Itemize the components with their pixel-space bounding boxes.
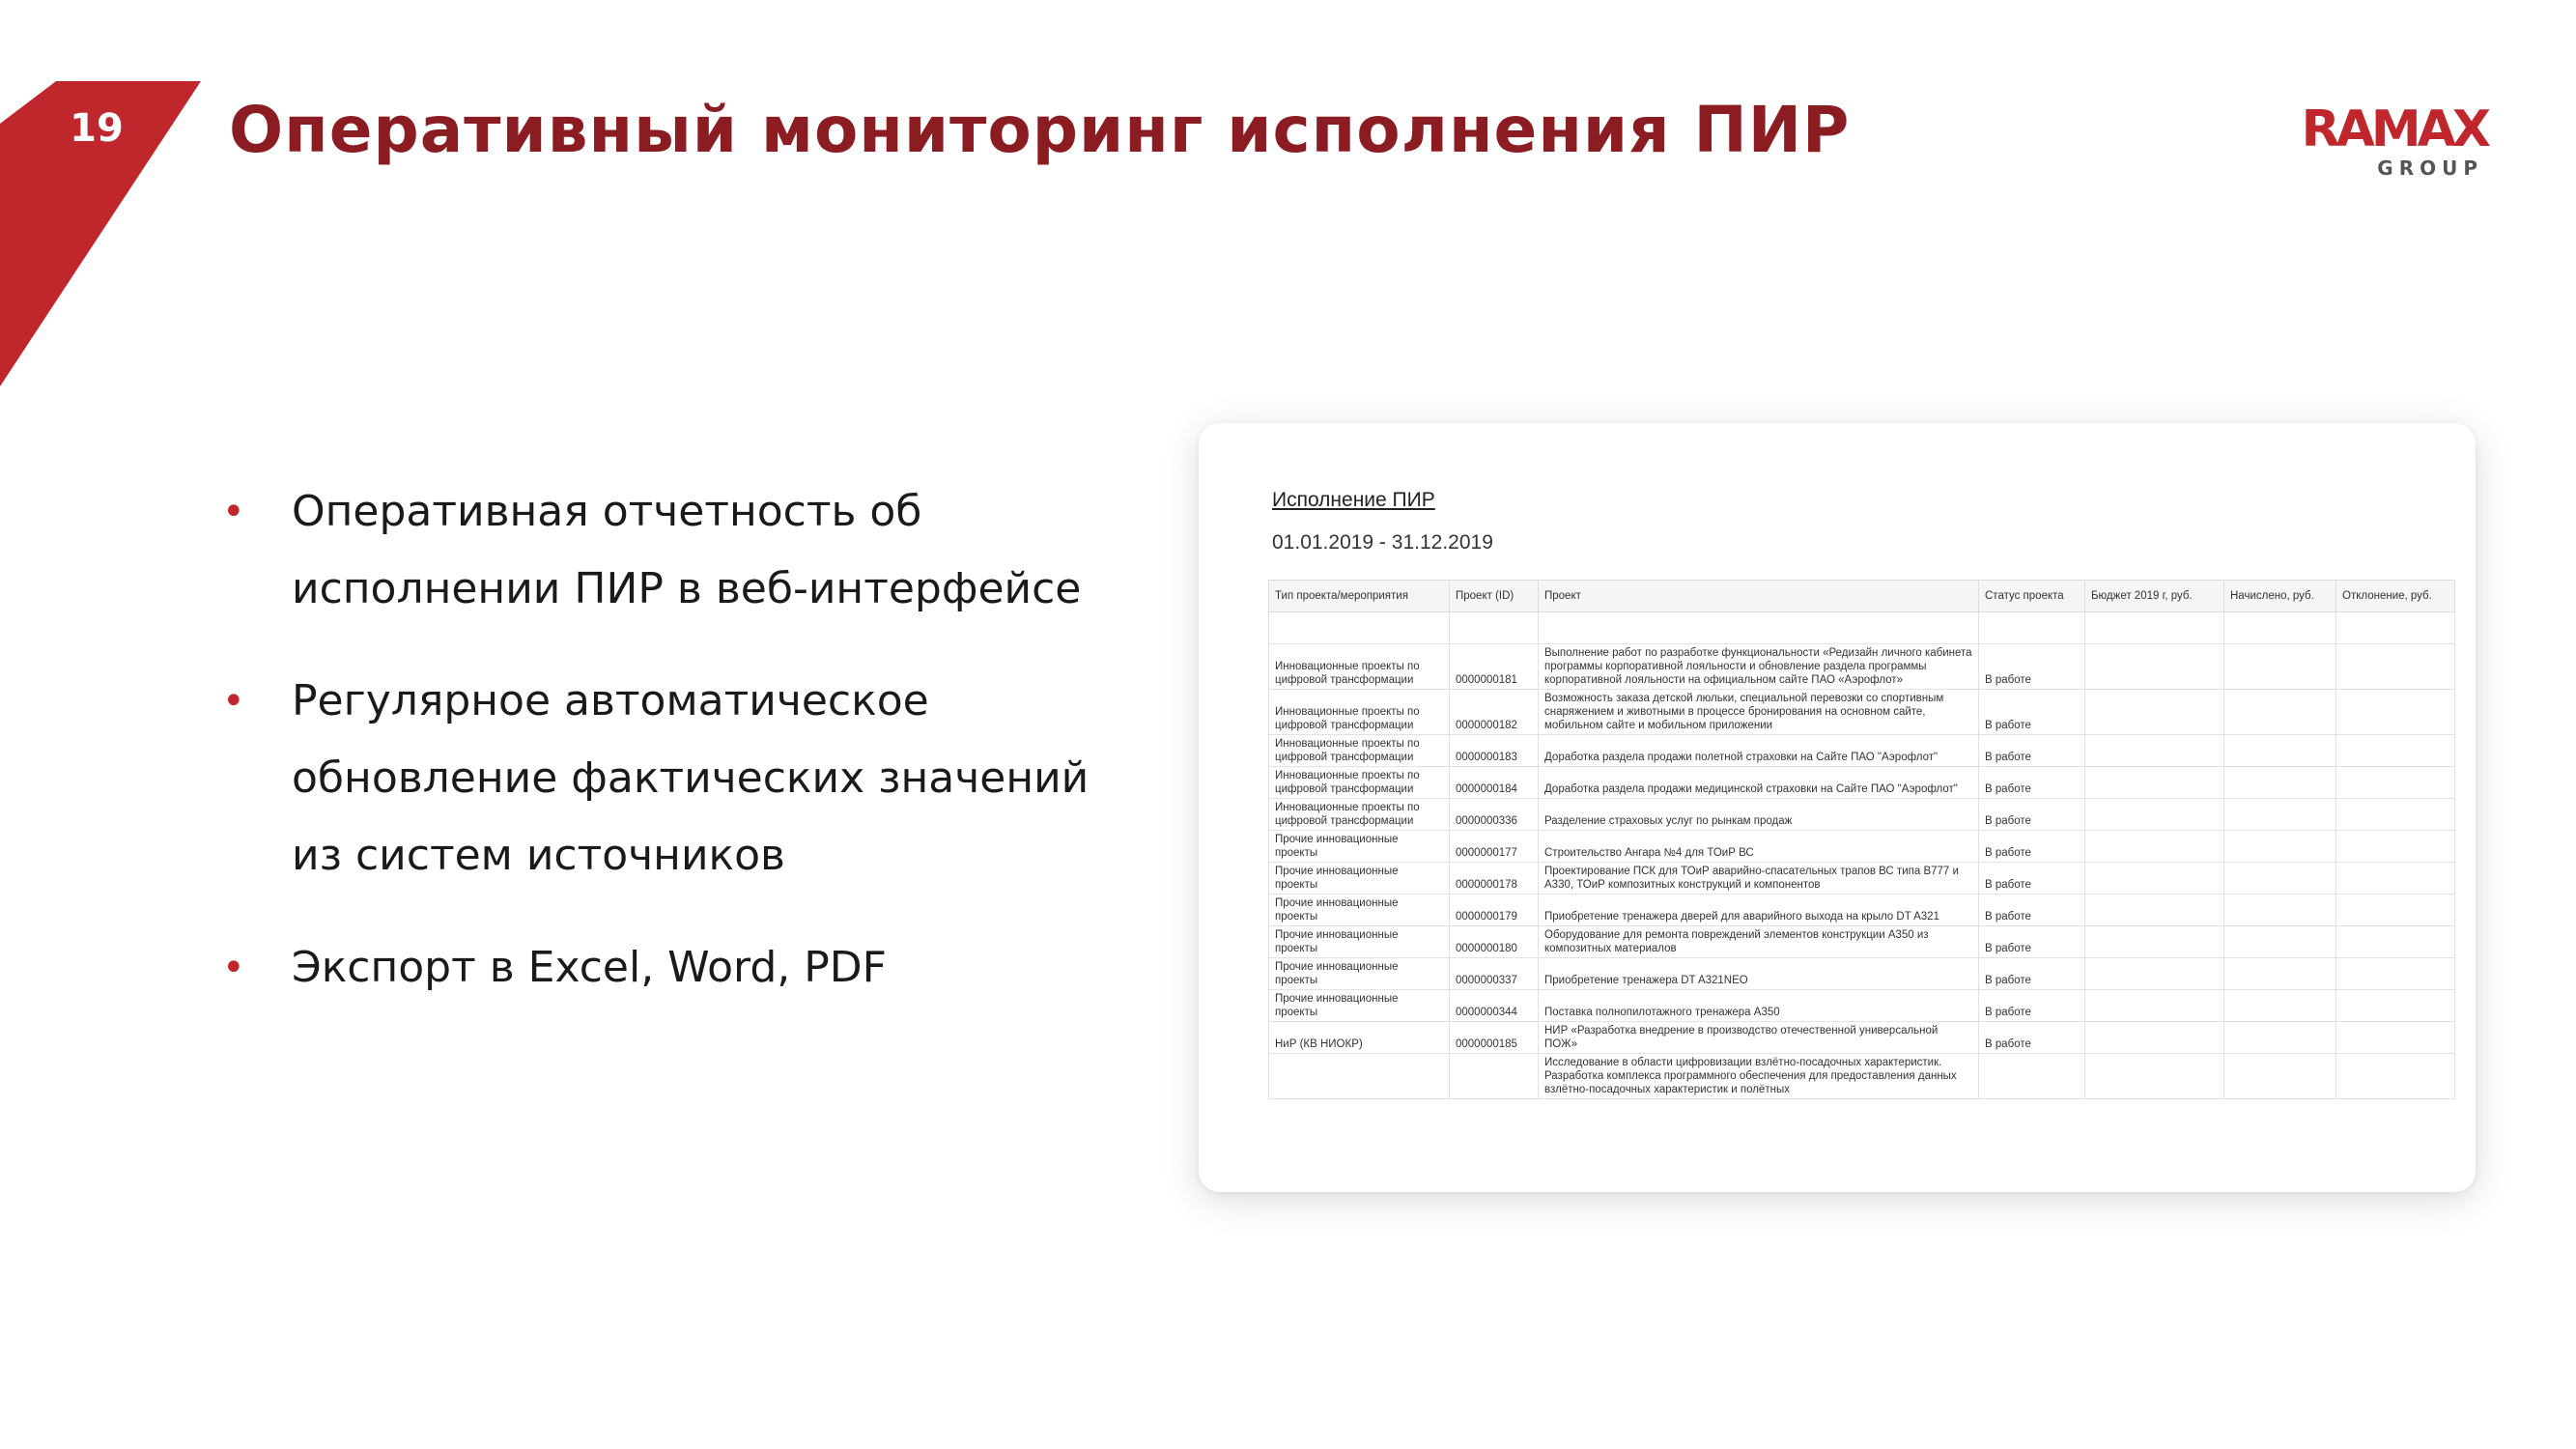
table-row xyxy=(1269,863,2455,895)
cell-type: Прочие инновационные проекты xyxy=(1269,990,1450,1022)
cell-type: Прочие инновационные проекты xyxy=(1269,863,1450,895)
cell-accrued xyxy=(2224,831,2336,863)
cell-project: Доработка раздела продажи полетной страховки на Сайте ПАО "Аэрофлот" xyxy=(1539,735,1979,767)
cell-status: В работе xyxy=(1979,895,2085,926)
cell-deviation xyxy=(2336,735,2455,767)
cell-status: В работе xyxy=(1979,799,2085,831)
cell-type: Инновационные проекты по цифровой трансформации xyxy=(1269,799,1450,831)
table-spacer-row xyxy=(1269,612,2455,644)
cell-deviation xyxy=(2336,895,2455,926)
column-header: Тип проекта/мероприятия xyxy=(1269,581,1450,612)
cell-type: Инновационные проекты по цифровой трансформации xyxy=(1269,644,1450,690)
cell-project: Строительство Ангара №4 для ТОиР ВС xyxy=(1539,831,1979,863)
cell-project: Исследование в области цифровизации взлётно-посадочных характеристик. Разработка комплекса программного обеспечения для предоставления данных взлётно-посадочных характеристик и полётных xyxy=(1539,1054,1979,1099)
bullet-list xyxy=(222,473,1140,1041)
cell-accrued xyxy=(2224,767,2336,799)
cell-budget xyxy=(2085,644,2224,690)
cell-deviation xyxy=(2336,831,2455,863)
cell-type: Прочие инновационные проекты xyxy=(1269,958,1450,990)
column-header: Бюджет 2019 г, руб. xyxy=(2085,581,2224,612)
cell-deviation xyxy=(2336,1054,2455,1099)
cell-id xyxy=(1450,1054,1539,1099)
slide-title: Оперативный мониторинг исполнения ПИР xyxy=(229,93,1851,167)
report-period: 01.01.2019 - 31.12.2019 xyxy=(1272,531,1493,554)
cell-id: 0000000336 xyxy=(1450,799,1539,831)
cell-budget xyxy=(2085,1022,2224,1054)
cell-status: В работе xyxy=(1979,644,2085,690)
cell-budget xyxy=(2085,1054,2224,1099)
cell-deviation xyxy=(2336,644,2455,690)
table-row xyxy=(1269,1054,2455,1099)
cell-budget xyxy=(2085,926,2224,958)
logo-wordmark: RAMAX xyxy=(2301,100,2487,158)
cell-type: НиР (КВ НИОКР) xyxy=(1269,1022,1450,1054)
cell-deviation xyxy=(2336,863,2455,895)
column-header: Отклонение, руб. xyxy=(2336,581,2455,612)
cell-status: В работе xyxy=(1979,767,2085,799)
column-header: Проект (ID) xyxy=(1450,581,1539,612)
bullet-item: • Оперативная отчетность об исполнении ПИР в веб-интерфейсе xyxy=(222,473,1140,628)
report-screenshot-card xyxy=(1199,423,2476,1192)
cell-project: НИР «Разработка внедрение в производство отечественной универсальной ПОЖ» xyxy=(1539,1022,1979,1054)
cell-status: В работе xyxy=(1979,958,2085,990)
cell-status: В работе xyxy=(1979,990,2085,1022)
cell-id: 0000000180 xyxy=(1450,926,1539,958)
cell-accrued xyxy=(2224,644,2336,690)
cell-status: В работе xyxy=(1979,831,2085,863)
cell-project: Приобретение тренажера дверей для аварийного выхода на крыло DT A321 xyxy=(1539,895,1979,926)
cell-budget xyxy=(2085,735,2224,767)
cell-id: 0000000183 xyxy=(1450,735,1539,767)
table-row xyxy=(1269,831,2455,863)
cell-accrued xyxy=(2224,690,2336,735)
table-row xyxy=(1269,767,2455,799)
cell-deviation xyxy=(2336,926,2455,958)
cell-status: В работе xyxy=(1979,926,2085,958)
cell-id: 0000000184 xyxy=(1450,767,1539,799)
cell-budget xyxy=(2085,895,2224,926)
cell-id: 0000000182 xyxy=(1450,690,1539,735)
cell-project: Выполнение работ по разработке функциональности «Редизайн личного кабинета программы корпоративной лояльности и обновление раздела программы корпоративной лояльности на официальном сайте ПАО «Аэрофлот» xyxy=(1539,644,1979,690)
cell-project: Возможность заказа детской люльки, специальной перевозки со спортивным снаряжением и животными в процессе бронирования на основном сайте, мобильном сайте и мобильном приложении xyxy=(1539,690,1979,735)
cell-deviation xyxy=(2336,799,2455,831)
bullet-item: • Экспорт в Excel, Word, PDF xyxy=(222,929,1140,1007)
cell-type: Прочие инновационные проекты xyxy=(1269,926,1450,958)
column-header: Статус проекта xyxy=(1979,581,2085,612)
cell-status: В работе xyxy=(1979,690,2085,735)
cell-accrued xyxy=(2224,735,2336,767)
cell-accrued xyxy=(2224,990,2336,1022)
logo-subtitle: GROUP xyxy=(2377,156,2483,180)
bullet-item: • Регулярное автоматическое обновление фактических значений из систем источников xyxy=(222,663,1140,895)
ramax-logo xyxy=(2301,100,2487,182)
cell-id: 0000000177 xyxy=(1450,831,1539,863)
cell-budget xyxy=(2085,990,2224,1022)
cell-accrued xyxy=(2224,1054,2336,1099)
cell-type: Инновационные проекты по цифровой трансформации xyxy=(1269,735,1450,767)
cell-accrued xyxy=(2224,958,2336,990)
table-row xyxy=(1269,926,2455,958)
cell-accrued xyxy=(2224,799,2336,831)
cell-type: Инновационные проекты по цифровой трансформации xyxy=(1269,767,1450,799)
table-row xyxy=(1269,690,2455,735)
table-row xyxy=(1269,895,2455,926)
cell-type xyxy=(1269,1054,1450,1099)
cell-accrued xyxy=(2224,926,2336,958)
cell-deviation xyxy=(2336,1022,2455,1054)
table-row xyxy=(1269,799,2455,831)
cell-id: 0000000185 xyxy=(1450,1022,1539,1054)
report-table xyxy=(1268,580,2455,1099)
cell-project: Разделение страховых услуг по рынкам продаж xyxy=(1539,799,1979,831)
cell-budget xyxy=(2085,863,2224,895)
cell-deviation xyxy=(2336,958,2455,990)
cell-type: Прочие инновационные проекты xyxy=(1269,831,1450,863)
report-title-link[interactable]: Исполнение ПИР xyxy=(1272,489,1435,511)
cell-id: 0000000179 xyxy=(1450,895,1539,926)
cell-status: В работе xyxy=(1979,735,2085,767)
slide-number: 19 xyxy=(70,106,124,151)
cell-accrued xyxy=(2224,1022,2336,1054)
table-row xyxy=(1269,958,2455,990)
cell-budget xyxy=(2085,799,2224,831)
cell-id: 0000000344 xyxy=(1450,990,1539,1022)
cell-status: В работе xyxy=(1979,863,2085,895)
cell-deviation xyxy=(2336,767,2455,799)
cell-project: Проектирование ПСК для ТОиР аварийно-спасательных трапов ВС типа B777 и A330, ТОиР композитных конструкций и компонентов xyxy=(1539,863,1979,895)
table-row xyxy=(1269,990,2455,1022)
cell-budget xyxy=(2085,958,2224,990)
cell-budget xyxy=(2085,690,2224,735)
cell-type: Инновационные проекты по цифровой трансформации xyxy=(1269,690,1450,735)
cell-id: 0000000337 xyxy=(1450,958,1539,990)
cell-project: Поставка полнопилотажного тренажера A350 xyxy=(1539,990,1979,1022)
corner-ribbon xyxy=(0,0,203,386)
cell-status xyxy=(1979,1054,2085,1099)
cell-deviation xyxy=(2336,690,2455,735)
cell-accrued xyxy=(2224,895,2336,926)
cell-accrued xyxy=(2224,863,2336,895)
table-row xyxy=(1269,735,2455,767)
cell-budget xyxy=(2085,831,2224,863)
cell-project: Оборудование для ремонта повреждений элементов конструкции A350 из композитных материалов xyxy=(1539,926,1979,958)
table-row xyxy=(1269,644,2455,690)
cell-status: В работе xyxy=(1979,1022,2085,1054)
cell-id: 0000000181 xyxy=(1450,644,1539,690)
cell-project: Доработка раздела продажи медицинской страховки на Сайте ПАО "Аэрофлот" xyxy=(1539,767,1979,799)
cell-budget xyxy=(2085,767,2224,799)
column-header: Проект xyxy=(1539,581,1979,612)
column-header: Начислено, руб. xyxy=(2224,581,2336,612)
table-header-row xyxy=(1269,581,2455,612)
cell-deviation xyxy=(2336,990,2455,1022)
cell-type: Прочие инновационные проекты xyxy=(1269,895,1450,926)
cell-id: 0000000178 xyxy=(1450,863,1539,895)
cell-project: Приобретение тренажера DT A321NEO xyxy=(1539,958,1979,990)
table-row xyxy=(1269,1022,2455,1054)
